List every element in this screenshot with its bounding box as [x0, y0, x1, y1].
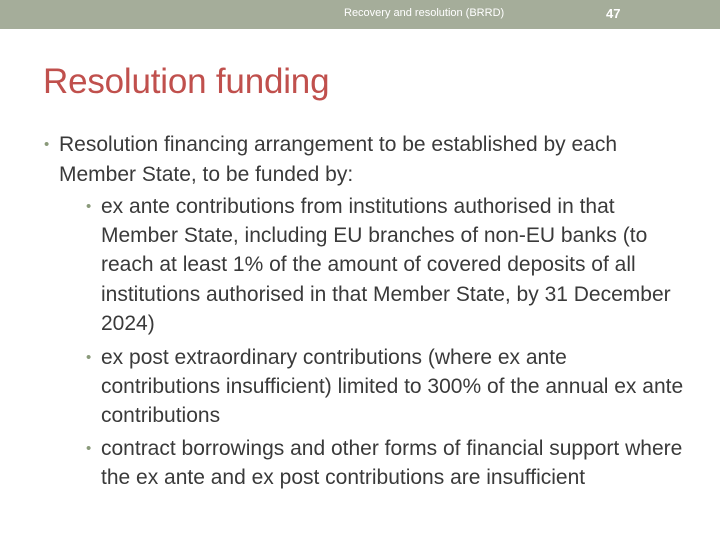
sub-bullet-item: ex ante contributions from institutions authorised in that Member State, including EU branches of non-EU banks (to reach at least 1% of the amount of covered deposits of all institutions authorised in that Member State, by 31 December 2024) [101, 195, 671, 335]
bullet-marker: • [86, 198, 92, 215]
bullet-marker: • [86, 349, 92, 366]
header-bar [0, 0, 720, 29]
bullet-marker: • [44, 136, 50, 153]
sub-bullet-item: ex post extraordinary contributions (where ex ante contributions insufficient) limited to 300% of the annual ex ante contributions [101, 346, 684, 428]
bullet-item: Resolution financing arrangement to be established by each Member State, to be funded by: [59, 133, 618, 186]
sub-bullet-item: contract borrowings and other forms of financial support where the ex ante and ex post contributions are insufficient [101, 437, 683, 490]
header-title: Recovery and resolution (BRRD) [344, 7, 505, 19]
slide-number: 47 [606, 6, 621, 21]
bullet-marker: • [86, 440, 92, 457]
slide-title: Resolution funding [43, 62, 330, 101]
